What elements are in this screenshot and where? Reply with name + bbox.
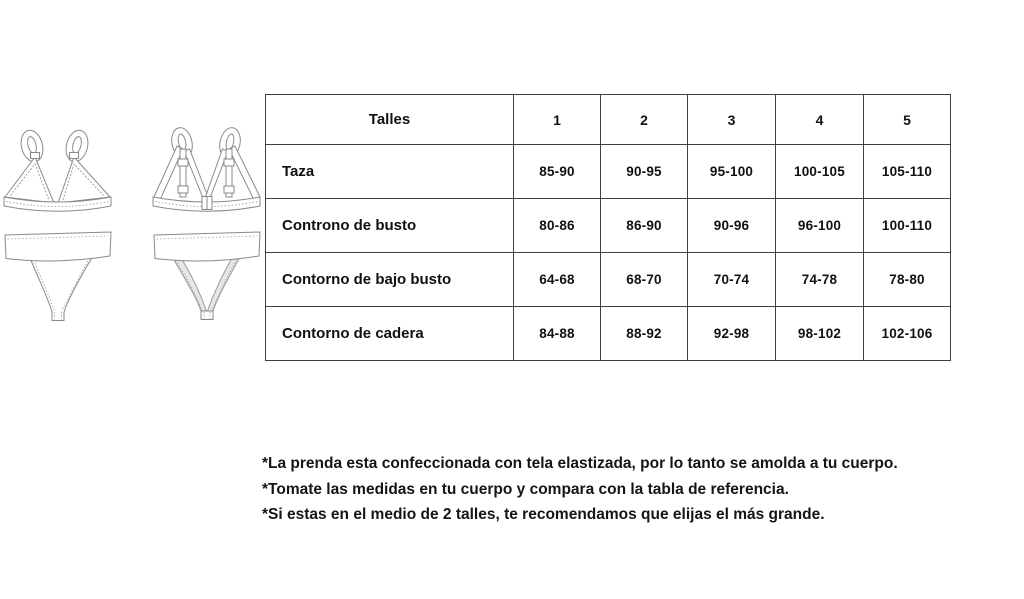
bikini-top-back-sketch bbox=[153, 126, 260, 211]
bikini-bottom-back-sketch bbox=[154, 232, 260, 320]
footnote-between-sizes: *Si estas en el medio de 2 talles, te recomendamos que elijas el más grande. bbox=[262, 506, 825, 523]
measurement-value: 90-95 bbox=[601, 145, 688, 199]
measurement-value: 95-100 bbox=[688, 145, 776, 199]
measurement-value: 74-78 bbox=[776, 253, 864, 307]
table-header-row bbox=[266, 95, 951, 145]
table-row-contorno-busto bbox=[266, 199, 951, 253]
header-size-4: 4 bbox=[776, 95, 864, 145]
measurement-value: 80-86 bbox=[514, 199, 601, 253]
measurement-value: 100-105 bbox=[776, 145, 864, 199]
row-label: Contorno de bajo busto bbox=[266, 253, 514, 307]
bikini-bottom-front-sketch bbox=[5, 232, 111, 321]
measurement-value: 90-96 bbox=[688, 199, 776, 253]
header-talles: Talles bbox=[266, 95, 514, 145]
size-chart-table bbox=[265, 94, 951, 361]
footnote-fabric: *La prenda esta confeccionada con tela elastizada, por lo tanto se amolda a tu cuerpo. bbox=[262, 455, 898, 472]
measurement-value: 68-70 bbox=[601, 253, 688, 307]
row-label: Taza bbox=[266, 145, 514, 199]
measurement-value: 96-100 bbox=[776, 199, 864, 253]
row-label: Controno de busto bbox=[266, 199, 514, 253]
measurement-value: 92-98 bbox=[688, 307, 776, 361]
measurement-value: 102-106 bbox=[864, 307, 951, 361]
footnotes bbox=[262, 451, 962, 528]
bikini-back-view-illustration bbox=[151, 117, 263, 322]
header-size-3: 3 bbox=[688, 95, 776, 145]
measurement-value: 70-74 bbox=[688, 253, 776, 307]
row-label: Contorno de cadera bbox=[266, 307, 514, 361]
measurement-value: 78-80 bbox=[864, 253, 951, 307]
measurement-value: 86-90 bbox=[601, 199, 688, 253]
measurement-value: 85-90 bbox=[514, 145, 601, 199]
header-size-2: 2 bbox=[601, 95, 688, 145]
measurement-value: 64-68 bbox=[514, 253, 601, 307]
header-size-1: 1 bbox=[514, 95, 601, 145]
table-row-contorno-bajo-busto bbox=[266, 253, 951, 307]
measurement-value: 100-110 bbox=[864, 199, 951, 253]
measurement-value: 105-110 bbox=[864, 145, 951, 199]
table-row-contorno-cadera bbox=[266, 307, 951, 361]
footnote-measure: *Tomate las medidas en tu cuerpo y compara con la tabla de referencia. bbox=[262, 480, 789, 498]
measurement-value: 84-88 bbox=[514, 307, 601, 361]
bikini-front-view-illustration bbox=[2, 117, 114, 322]
measurement-value: 88-92 bbox=[601, 307, 688, 361]
header-size-5: 5 bbox=[864, 95, 951, 145]
measurement-value: 98-102 bbox=[776, 307, 864, 361]
bikini-top-front-sketch bbox=[4, 128, 111, 211]
table-row-taza bbox=[266, 145, 951, 199]
